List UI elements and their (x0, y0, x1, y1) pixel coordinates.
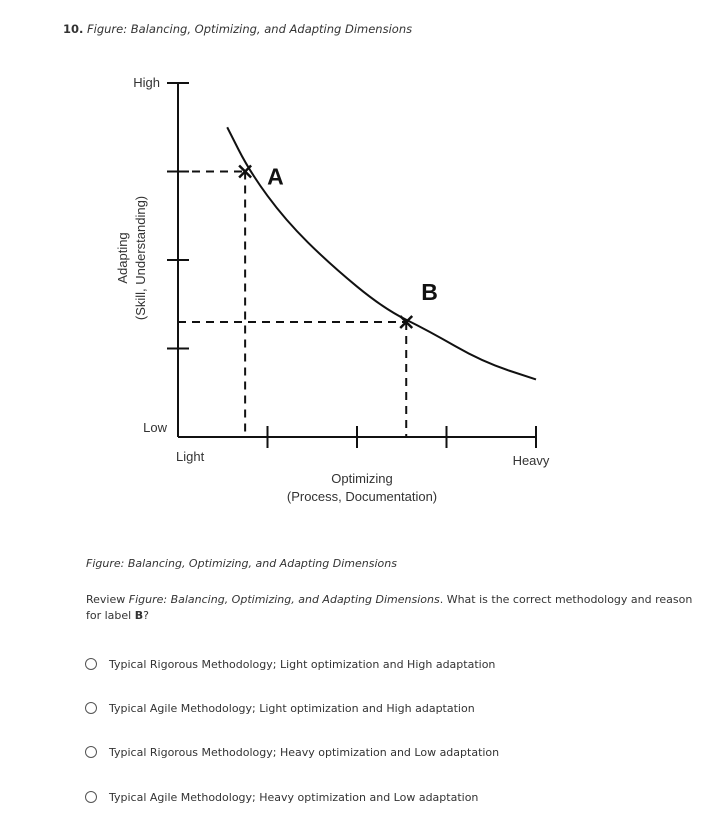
x-axis-sublabel: (Process, Documentation) (286, 489, 438, 504)
answer-option-2[interactable] (83, 694, 603, 722)
y-high-label: High (133, 75, 160, 90)
answer-option-1[interactable] (83, 650, 603, 678)
prompt-label: B (134, 609, 144, 622)
radio-button[interactable] (85, 702, 97, 714)
y-axis-label: Adapting (115, 232, 130, 284)
x-low-label: Light (176, 449, 205, 464)
y-axis-sublabel: (Skill, Understanding) (133, 195, 148, 321)
answer-option-label: Typical Agile Methodology; Light optimization and High adaptation (109, 701, 475, 715)
question-title: Figure: Balancing, Optimizing, and Adapting Dimensions (87, 22, 413, 36)
prompt-prefix: Review (86, 593, 129, 606)
answer-option-3[interactable] (83, 738, 603, 766)
point-label: B (421, 278, 438, 305)
y-low-label: Low (143, 420, 167, 435)
radio-button[interactable] (85, 746, 97, 758)
point-label: A (267, 163, 284, 190)
x-axis-label: Optimizing (331, 471, 393, 486)
prompt-figure-ref: Figure: Balancing, Optimizing, and Adapting Dimensions (128, 593, 440, 606)
question-number: 10. (63, 22, 84, 36)
figure-caption: Figure: Balancing, Optimizing, and Adapting Dimensions (86, 557, 397, 570)
radio-button[interactable] (85, 658, 97, 670)
x-high-label: Heavy (512, 453, 550, 468)
question-prompt (86, 592, 706, 624)
prompt-middle: . What is the correct methodology and reason for label (86, 593, 693, 622)
radio-button[interactable] (85, 791, 97, 803)
answer-option-label: Typical Rigorous Methodology; Light optimization and High adaptation (109, 657, 496, 671)
prompt-suffix: ? (143, 609, 149, 622)
answer-option-label: Typical Agile Methodology; Heavy optimization and Low adaptation (109, 790, 479, 804)
answer-option-4[interactable] (83, 783, 603, 811)
answer-option-label: Typical Rigorous Methodology; Heavy optimization and Low adaptation (109, 745, 500, 759)
